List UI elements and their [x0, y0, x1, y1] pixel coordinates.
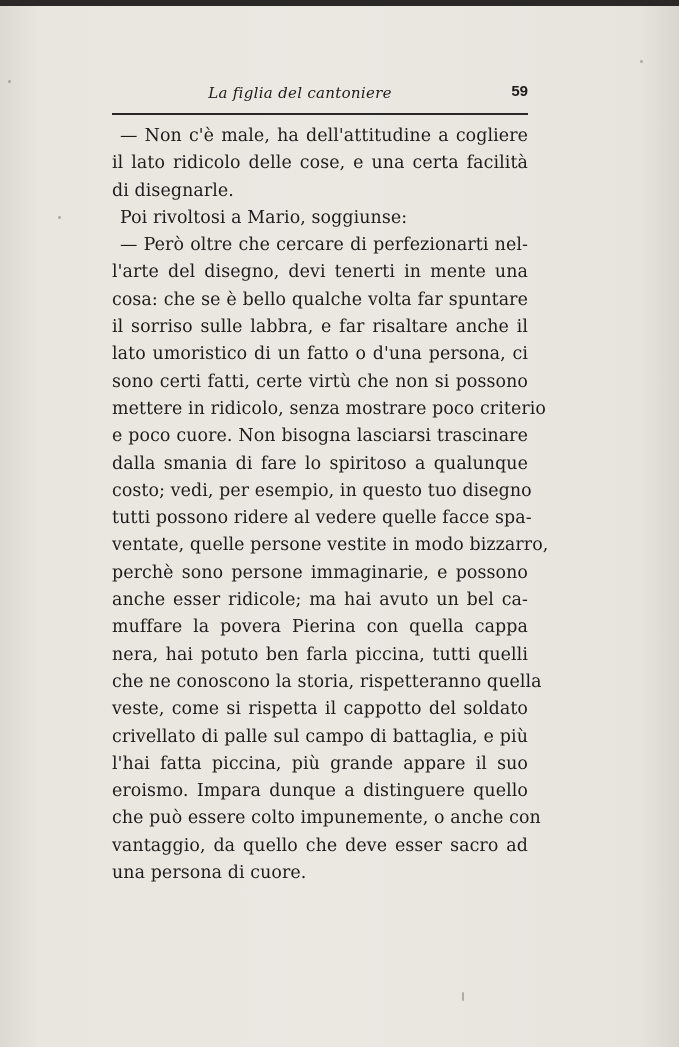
paper-speck — [8, 80, 11, 83]
paper-speck — [462, 992, 464, 1001]
running-head — [112, 78, 528, 108]
text-line: sono certi fatti, certe virtù che non si possono — [112, 371, 528, 392]
running-title: La figlia del cantoniere — [208, 84, 392, 102]
text-line: crivellato di palle sul campo di battaglia, e più — [112, 726, 528, 747]
text-line: il sorriso sulle labbra, e far risaltare anche il — [112, 317, 528, 338]
text-line: dalla smania di fare lo spiritoso a qualunque — [112, 453, 528, 474]
text-line: ventate, quelle persone vestite in modo bizzarro, — [112, 535, 549, 556]
text-line: eroismo. Impara dunque a distinguere quello — [112, 781, 528, 802]
text-line: e poco cuore. Non bisogna lasciarsi trascinare — [112, 426, 528, 447]
text-line: mettere in ridicolo, senza mostrare poco criterio — [112, 398, 546, 419]
text-line: cosa: che se è bello qualche volta far spuntare — [112, 289, 528, 310]
text-line: perchè sono persone immaginarie, e possono — [112, 562, 528, 583]
body-text — [112, 123, 549, 887]
text-line: l'arte del disegno, devi tenerti in mente una — [112, 262, 528, 283]
text-line: — Non c'è male, ha dell'attitudine a cogliere — [120, 126, 528, 146]
text-line: che ne conoscono la storia, rispetteranno quella — [112, 671, 542, 692]
text-line: costo; vedi, per esempio, in questo tuo disegno — [112, 480, 532, 501]
text-line: il lato ridicolo delle cose, e una certa facilità — [112, 153, 528, 174]
text-line: veste, come si rispetta il cappotto del soldato — [112, 699, 528, 720]
text-line: Poi rivoltosi a Mario, soggiunse: — [120, 207, 408, 228]
text-line: muffare la povera Pierina con quella cappa — [112, 617, 528, 638]
text-line: lato umoristico di un fatto o d'una persona, ci — [112, 344, 528, 365]
text-line: nera, hai potuto ben farla piccina, tutti quelli — [112, 644, 528, 665]
text-line: vantaggio, da quello che deve esser sacro ad — [112, 835, 528, 856]
header-rule — [112, 113, 528, 115]
paper-speck — [58, 216, 61, 219]
text-line: che può essere colto impunemente, o anche con — [112, 808, 541, 829]
text-line: l'hai fatta piccina, più grande appare il suo — [112, 753, 528, 774]
text-line: tutti possono ridere al vedere quelle facce spa- — [112, 508, 532, 529]
text-line: una persona di cuore. — [112, 863, 307, 884]
text-line: anche esser ridicole; ma hai avuto un bel ca- — [112, 590, 528, 611]
page-number: 59 — [511, 83, 528, 100]
text-line: di disegnarle. — [112, 180, 234, 201]
text-line: — Però oltre che cercare di perfezionarti nel- — [120, 235, 528, 256]
paper-speck — [640, 60, 643, 63]
